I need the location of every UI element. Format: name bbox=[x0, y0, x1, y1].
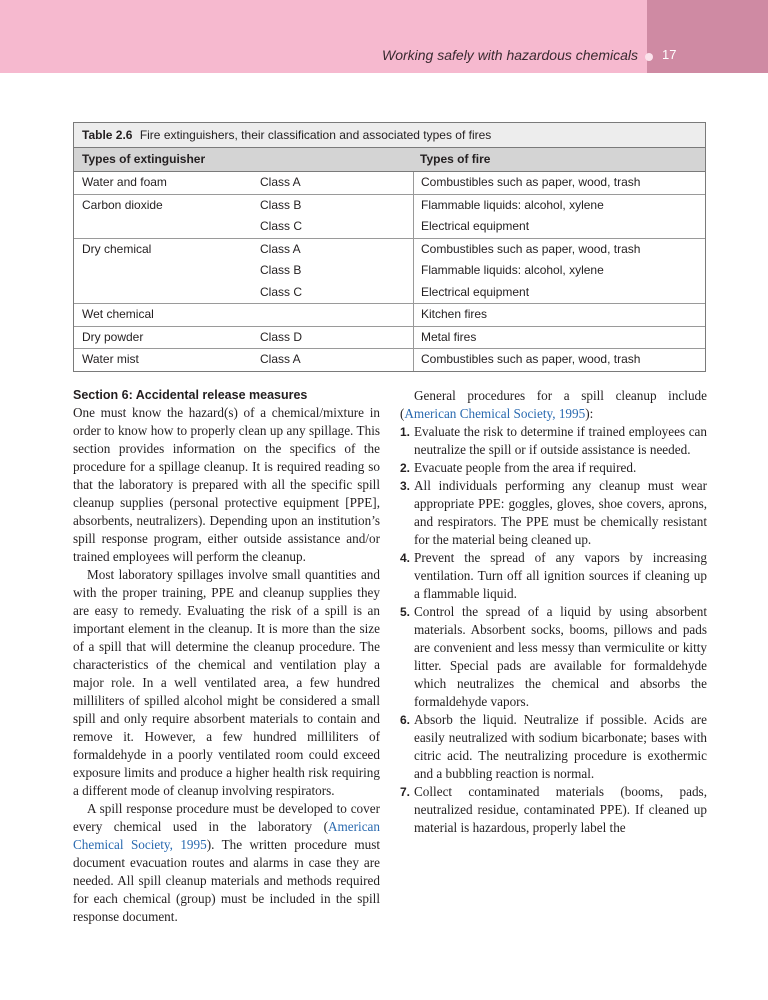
fire-type-cell bbox=[413, 172, 705, 194]
step-number: 3. bbox=[400, 479, 411, 493]
cleanup-steps-list bbox=[400, 423, 707, 837]
table-header bbox=[74, 148, 705, 172]
p4-text-before: General procedures for a spill cleanup include ( bbox=[400, 388, 707, 421]
step-number: 4. bbox=[400, 551, 411, 565]
table-row bbox=[74, 327, 705, 350]
step-text: All individuals performing any cleanup must wear appropriate PPE: goggles, gloves, shoe covers, aprons, and respirators. The PPE must be chemically resistant for the material being cleaned up. bbox=[414, 478, 707, 547]
table-row bbox=[74, 195, 705, 239]
header-accent-block bbox=[647, 0, 768, 73]
step-text: Prevent the spread of any vapors by increasing ventilation. Turn off all ignition sources if cleaning up a flammable liquid. bbox=[414, 550, 707, 601]
fire-type-cell bbox=[413, 349, 705, 371]
left-column bbox=[73, 386, 380, 926]
citation-link[interactable]: American Chemical Society, 1995 bbox=[404, 406, 586, 421]
extinguisher-cell bbox=[74, 349, 260, 371]
table-caption bbox=[74, 123, 705, 148]
header-extinguisher: Types of extinguisher bbox=[82, 152, 206, 166]
page-number: 17 bbox=[662, 47, 677, 62]
paragraph-4 bbox=[400, 387, 707, 423]
fire-class: Class B bbox=[260, 263, 302, 277]
fire-class: Class D bbox=[260, 329, 303, 344]
fire-type: Metal fires bbox=[421, 329, 477, 344]
header-band bbox=[0, 0, 768, 73]
table-row bbox=[74, 349, 705, 371]
fire-type-cell bbox=[413, 239, 705, 304]
step-number: 6. bbox=[400, 713, 411, 727]
paragraph-1: One must know the hazard(s) of a chemical/mixture in order to know how to properly clean up any spillage. This section provides information on the specifics of the procedure for a spillage cleanup. It is required reading so that the laboratory is prepared with all the specific spill cleanup supplies (personal protective equipment [PPE], absorbents, neutralizers). Depending upon an institution’s spill response program, either outside assistance and/or trained employees will perform the cleanup. bbox=[73, 405, 380, 564]
step-number: 2. bbox=[400, 461, 411, 475]
extinguisher-name: Wet chemical bbox=[82, 307, 154, 321]
step-text: Evacuate people from the area if required. bbox=[414, 460, 637, 475]
extinguisher-cell bbox=[74, 304, 260, 326]
extinguisher-name: Water and foam bbox=[82, 175, 167, 189]
bullet-dot-icon bbox=[645, 53, 653, 61]
step-number: 5. bbox=[400, 605, 411, 619]
p4-text-after: ): bbox=[585, 406, 594, 421]
class-cell bbox=[260, 349, 413, 371]
citation-link[interactable]: American Chemical Society, 1995 bbox=[73, 819, 380, 852]
fire-type: Electrical equipment bbox=[421, 284, 530, 299]
table-caption-text: Fire extinguishers, their classification and associated types of fires bbox=[139, 128, 492, 142]
list-item bbox=[400, 603, 707, 711]
table-label: Table 2.6 bbox=[82, 128, 133, 142]
table-row bbox=[74, 239, 705, 305]
right-column bbox=[400, 387, 707, 837]
extinguisher-cell bbox=[74, 195, 260, 238]
list-item bbox=[400, 477, 707, 549]
p3-text-before: A spill response procedure must be developed to cover every chemical used in the laboratory ( bbox=[73, 801, 380, 834]
extinguisher-name: Dry chemical bbox=[82, 241, 152, 256]
class-cell bbox=[260, 172, 413, 194]
fire-class: Class C bbox=[260, 284, 303, 299]
list-item bbox=[400, 549, 707, 603]
fire-type: Electrical equipment bbox=[421, 219, 530, 233]
extinguisher-cell bbox=[74, 172, 260, 194]
fire-type-cell bbox=[413, 304, 705, 326]
fire-class bbox=[260, 304, 413, 326]
fire-type: Flammable liquids: alcohol, xylene bbox=[421, 197, 604, 212]
extinguisher-name: Water mist bbox=[82, 352, 139, 366]
paragraph-3 bbox=[73, 800, 380, 926]
fire-class: Class A bbox=[260, 241, 301, 256]
step-text: Evaluate the risk to determine if trained employees can neutralize the spill or if outside assistance is needed. bbox=[414, 424, 707, 457]
fire-class: Class C bbox=[260, 219, 303, 233]
table-body bbox=[74, 172, 705, 371]
list-item bbox=[400, 711, 707, 783]
extinguisher-name: Dry powder bbox=[82, 329, 144, 344]
list-item bbox=[400, 783, 707, 837]
extinguisher-cell bbox=[74, 327, 260, 349]
fire-type: Kitchen fires bbox=[421, 307, 488, 321]
extinguisher-name: Carbon dioxide bbox=[82, 197, 163, 212]
section-heading: Section 6: Accidental release measures bbox=[73, 388, 308, 402]
fire-class: Class A bbox=[260, 352, 301, 366]
fire-class: Class A bbox=[260, 175, 301, 189]
step-number: 7. bbox=[400, 785, 411, 799]
list-item bbox=[400, 459, 707, 477]
table-row bbox=[74, 304, 705, 327]
step-text: Absorb the liquid. Neutralize if possible. Acids are easily neutralized with sodium bicarbonate; bases with citric acid. The neutralizing procedure is exothermic and a bubbling reaction is normal. bbox=[414, 712, 707, 781]
paragraph-2: Most laboratory spillages involve small quantities and with the proper training, PPE and cleanup supplies they are easy to remedy. Evaluating the risk of a spill is an important element in the cleanup. It is more than the size of a spill that will determine the cleanup procedure. The characteristics of the chemical and ventilation play a major role. In a well ventilated area, a few hundred milliliters of spilled alcohol might be considered a small spill and only require absorbent materials to contain and remove it. However, a few hundred milliliters of formaldehyde in a poorly ventilated room could exceed exposure limits and produce a higher health risk requiring a different mode of cleanup involving respirators. bbox=[73, 567, 380, 798]
class-cell bbox=[260, 327, 413, 349]
class-cell bbox=[260, 239, 413, 304]
p3-text-after: ). The written procedure must document evacuation routes and alarms in case they are needed. All spill cleanup materials and methods required for each chemical (group) must be included in the spill response document. bbox=[73, 837, 381, 924]
fire-class: Class B bbox=[260, 197, 302, 212]
fire-type-cell bbox=[413, 195, 705, 238]
running-title: Working safely with hazardous chemicals bbox=[382, 47, 638, 63]
fire-type: Combustibles such as paper, wood, trash bbox=[421, 241, 641, 256]
right-flow bbox=[400, 387, 707, 837]
step-text: Control the spread of a liquid by using absorbent materials. Absorbent socks, booms, pillows and pads are convenient and less messy than vermiculite or kitty litter. Special pads are available for formaldehyde which neutralizes the chemical and absorbs the formaldehyde vapors. bbox=[414, 604, 707, 709]
class-cell bbox=[260, 195, 413, 238]
class-cell bbox=[260, 304, 413, 326]
table-row bbox=[74, 172, 705, 195]
step-number: 1. bbox=[400, 425, 411, 439]
step-text: Collect contaminated materials (booms, pads, neutralized residue, contaminated PPE). If cleaned up material is hazardous, properly label the bbox=[414, 784, 707, 835]
fire-type-cell bbox=[413, 327, 705, 349]
fire-extinguisher-table bbox=[73, 122, 706, 372]
list-item bbox=[400, 423, 707, 459]
header-fire: Types of fire bbox=[420, 152, 491, 166]
fire-type: Combustibles such as paper, wood, trash bbox=[421, 175, 641, 189]
fire-type: Combustibles such as paper, wood, trash bbox=[421, 352, 641, 366]
extinguisher-cell bbox=[74, 239, 260, 304]
fire-type: Flammable liquids: alcohol, xylene bbox=[421, 263, 604, 277]
